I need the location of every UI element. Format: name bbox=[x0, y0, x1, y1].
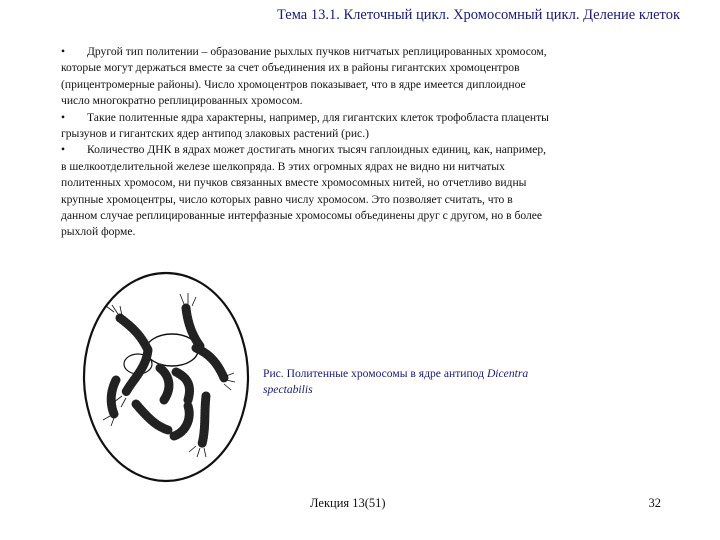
chromosome bbox=[202, 396, 206, 444]
chromosome bbox=[196, 348, 224, 378]
chromosome bbox=[174, 406, 189, 436]
line: грызунов и гигантских ядер антипод злаковых растений (рис.) bbox=[61, 127, 369, 141]
body-text bbox=[61, 44, 681, 241]
paragraph-3 bbox=[61, 142, 681, 240]
chromosome-bundles bbox=[111, 308, 224, 444]
caption-species-epithet: spectabilis bbox=[263, 383, 313, 397]
bullet: • bbox=[61, 143, 66, 157]
line: политенных хромосом, ни пучков связанных вместе хромосомных нитей, но отчетливо видны bbox=[61, 176, 527, 190]
line: рыхлой форме. bbox=[61, 225, 136, 239]
chromosome bbox=[136, 404, 168, 430]
line: крупные хромоцентры, число которых равно числу хромосом. Это позволяет считать, что в bbox=[61, 192, 513, 206]
line: Такие политенные ядра характерны, например, для гигантских клеток трофобласта плаценты bbox=[87, 110, 549, 124]
chromosome bbox=[176, 372, 190, 400]
line: которые могут держаться вместе за счет объединения их в районы гигантских хромоцентров bbox=[61, 61, 520, 75]
line: в шелкоотделительной железе шелкопряда. В этих огромных ядрах не видно ни нитчатых bbox=[61, 159, 505, 173]
line: число многократно реплицированных хромосом. bbox=[61, 94, 303, 108]
line: Другой тип политении – образование рыхлых пучков нитчатых реплицированных хромосом, bbox=[87, 45, 547, 58]
nucleus-figure bbox=[76, 268, 256, 486]
chromosome bbox=[111, 380, 116, 414]
line: данном случае реплицированные интерфазные хромосомы объединены друг с другом, но в более bbox=[61, 209, 543, 223]
line: Количество ДНК в ядрах может достигать многих тысяч гаплоидных единиц, как, например, bbox=[87, 143, 547, 157]
bullet: • bbox=[61, 110, 66, 124]
paragraph-2 bbox=[61, 110, 681, 143]
caption-text: Рис. Политенные хромосомы в ядре антипод bbox=[263, 367, 487, 380]
polytene-chromosome-drawing bbox=[76, 268, 256, 486]
chromosome bbox=[160, 368, 169, 400]
paragraph-1 bbox=[61, 44, 681, 110]
chromosome bbox=[186, 308, 200, 346]
line: (прицентромерные районы). Число хромоцентров показывает, что в ядре имеется диплоидное bbox=[61, 77, 526, 91]
lecture-footer: Лекция 13(51) bbox=[310, 496, 386, 510]
nucleolus bbox=[146, 334, 198, 366]
page-title: Тема 13.1. Клеточный цикл. Хромосомный цикл. Деление клеток bbox=[276, 7, 680, 23]
figure-caption bbox=[263, 366, 603, 399]
bullet: • bbox=[61, 45, 66, 58]
caption-species-genus: Dicentra bbox=[486, 367, 529, 380]
page-number: 32 bbox=[648, 496, 661, 510]
chromosome bbox=[120, 318, 148, 350]
